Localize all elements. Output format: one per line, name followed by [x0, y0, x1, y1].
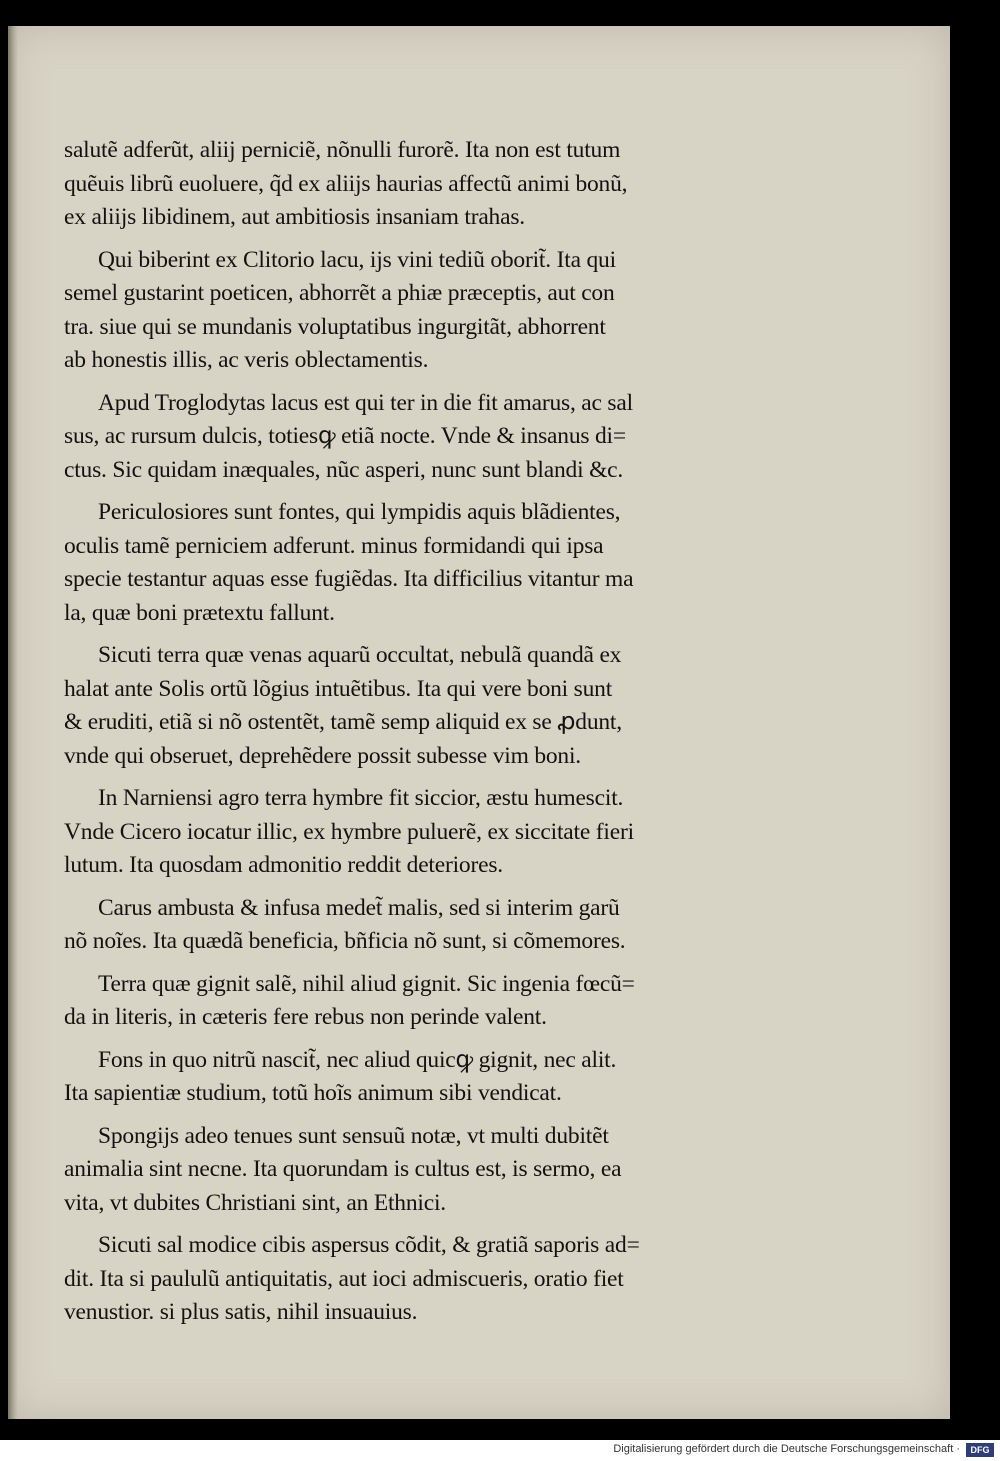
text-line: Apud Troglodytas lacus est qui ter in die fit amarus, ac sal [98, 389, 633, 416]
text-line: vita, vt dubites Christiani sint, an Ethnici. [64, 1189, 446, 1216]
text-line: In Narniensi agro terra hymbre fit siccior, æstu humescit. [98, 785, 624, 811]
text-paragraph [64, 1044, 714, 1111]
text-line: venustior. si plus satis, nihil insuauius. [64, 1299, 418, 1325]
text-paragraph [64, 782, 714, 883]
text-line: dit. Ita si paululũ antiquitatis, aut ioci admiscueris, oratio fiet [64, 1265, 624, 1292]
text-line: Periculosiores sunt fontes, qui lympidis aquis blãdientes, [98, 499, 621, 525]
text-line: ex aliĳs libidinem, aut ambitiosis insaniam trahas. [64, 204, 525, 230]
text-line: Fons in quo nitrũ nascit̃, nec aliud quicꝙ gignit, nec alit. [98, 1046, 617, 1073]
text-line: animalia sint necne. Ita quorundam is cultus est, is sermo, ea [64, 1156, 622, 1182]
text-line: la, quæ boni prætextu fallunt. [64, 599, 335, 626]
dfg-logo: DFG [966, 1443, 994, 1457]
text-line: vnde qui obseruet, deprehẽdere possit subesse vim boni. [64, 742, 581, 769]
text-paragraph [64, 244, 714, 378]
text-paragraph [64, 1120, 714, 1221]
text-line: Terra quæ gignit salẽ, nihil aliud gignit. Sic ingenia fœcũ= [98, 970, 635, 997]
text-paragraph [64, 968, 714, 1035]
text-line: sus, ac rursum dulcis, totiesꝙ etiã nocte. Vnde & insanus di= [64, 423, 626, 449]
text-line: oculis tamẽ perniciem adferunt. minus formidandi qui ipsa [64, 532, 604, 559]
text-line: Carus ambusta & infusa medet̃ malis, sed si interim garũ [98, 894, 620, 921]
text-line: & eruditi, etiã si nõ ostentẽt, tamẽ semp aliquid ex se ꝓdunt, [64, 709, 622, 735]
text-line: Ita sapientiæ studium, totũ hoĩs animum sibi vendicat. [64, 1080, 562, 1106]
text-line: salutẽ adferũt, aliĳ perniciẽ, nõnulli furorẽ. Ita non est tutum [64, 137, 621, 163]
text-line: Spongĳs adeo tenues sunt sensuũ notæ, vt multi dubitẽt [98, 1122, 609, 1149]
text-line: Vnde Cicero iocatur illic, ex hymbre puluerẽ, ex siccitate fieri [64, 818, 634, 845]
text-line: tra. siue qui se mundanis voluptatibus ingurgitãt, abhorrent [64, 313, 606, 340]
text-paragraph [64, 1229, 714, 1330]
text-line: halat ante Solis ortũ lõgius intuẽtibus. Ita qui vere boni sunt [64, 675, 613, 702]
text-line: semel gustarint poeticen, abhorrẽt a phiæ præceptis, aut con [64, 280, 615, 306]
page-text-block [64, 134, 714, 1339]
text-line: ab honestis illis, ac veris oblectamentis. [64, 347, 429, 373]
page-gutter-edge [8, 26, 18, 1419]
footer-credit-text: Digitalisierung gefördert durch die Deutsche Forschungsgemeinschaft · [613, 1443, 960, 1455]
text-paragraph [64, 134, 714, 235]
text-line: lutum. Ita quosdam admonitio reddit deteriores. [64, 852, 503, 878]
text-line: quẽuis librũ euoluere, q̃d ex aliĳs haurias affectũ animi bonũ, [64, 170, 628, 197]
book-page [8, 26, 950, 1419]
text-paragraph [64, 639, 714, 773]
text-line: nõ noĩes. Ita quædã beneficia, bñficia nõ sunt, si cõmemores. [64, 928, 626, 954]
text-paragraph [64, 496, 714, 630]
text-line: specie testantur aquas esse fugiẽdas. Ita difficilius vitantur ma [64, 566, 634, 592]
text-line: Sicuti sal modice cibis aspersus cõdit, & gratiã saporis ad= [98, 1232, 640, 1258]
text-line: da in literis, in cæteris fere rebus non perinde valent. [64, 1004, 547, 1030]
text-paragraph [64, 892, 714, 959]
text-line: Sicuti terra quæ venas aquarũ occultat, nebulã quandã ex [98, 642, 622, 668]
digitization-footer [0, 1440, 1000, 1461]
text-line: ctus. Sic quidam inæquales, nũc asperi, nunc sunt blandi &c. [64, 456, 624, 483]
text-paragraph [64, 387, 714, 488]
text-line: Qui biberint ex Clitorio lacu, ĳs vini tediũ oborit̃. Ita qui [98, 246, 616, 273]
